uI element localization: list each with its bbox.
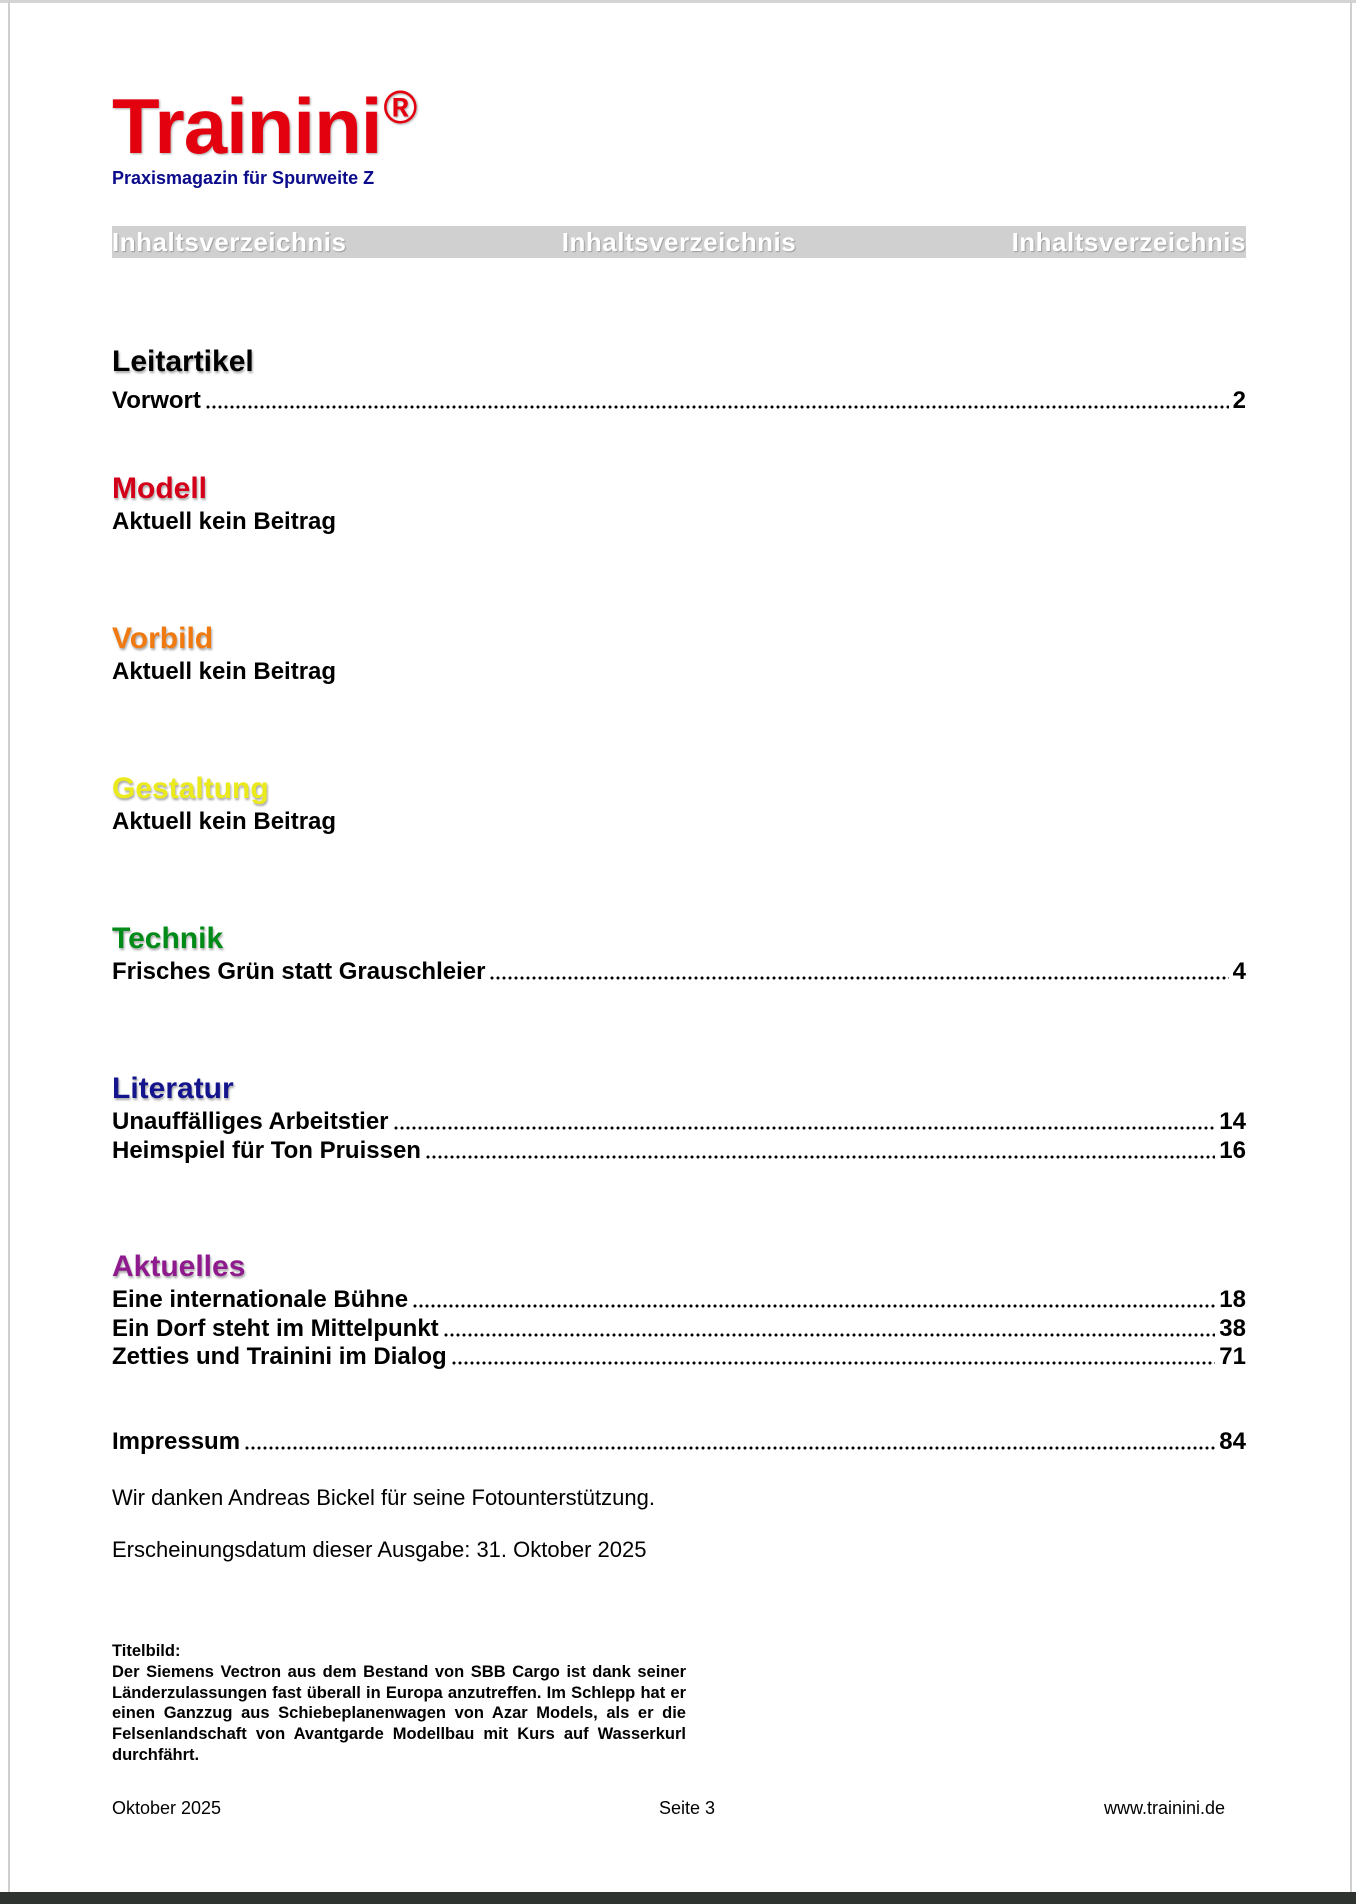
- publication-date: Erscheinungsdatum dieser Ausgabe: 31. Oktober 2025: [112, 1537, 647, 1562]
- no-article-gestaltung: Aktuell kein Beitrag: [112, 808, 337, 835]
- section-heading-vorbild: Vorbild: [112, 622, 214, 655]
- caption-label: Titelbild:: [112, 1642, 181, 1660]
- toc-entry-page: 16: [1219, 1137, 1246, 1164]
- dot-leader: [489, 976, 1228, 980]
- dot-leader: [443, 1333, 1216, 1337]
- dot-leader: [425, 1155, 1215, 1159]
- toc-entry-title: Ein Dorf steht im Mittelpunkt: [112, 1315, 439, 1342]
- toc-entry-dorf[interactable]: [112, 1315, 1246, 1343]
- page-border-top: [0, 0, 1356, 3]
- footer-website-link[interactable]: www.trainini.de: [1104, 1798, 1226, 1818]
- toc-entry-page: 4: [1232, 958, 1246, 985]
- page-border-right: [1350, 0, 1352, 1892]
- photo-thanks-note: Wir danken Andreas Bickel für seine Fotounterstützung.: [112, 1485, 655, 1510]
- section-heading-modell: Modell: [112, 472, 207, 505]
- section-heading-aktuelles: Aktuelles: [112, 1250, 246, 1283]
- toc-entry-title: Unauffälliges Arbeitstier: [112, 1108, 389, 1135]
- toc-entry-impressum[interactable]: [112, 1428, 1246, 1456]
- toc-entry-title: Heimspiel für Ton Pruissen: [112, 1137, 421, 1164]
- dot-leader: [451, 1361, 1216, 1365]
- toc-entry-vorwort[interactable]: [112, 387, 1246, 415]
- toc-entry-frisches-gruen[interactable]: [112, 958, 1246, 986]
- section-heading-technik: Technik: [112, 922, 224, 955]
- cover-caption: [112, 1641, 686, 1766]
- no-article-vorbild: Aktuell kein Beitrag: [112, 658, 337, 685]
- toc-entry-page: 38: [1219, 1315, 1246, 1342]
- contents-banner: [112, 226, 1246, 258]
- section-heading-literatur: Literatur: [112, 1072, 234, 1105]
- toc-entry-page: 71: [1219, 1343, 1246, 1370]
- toc-entry-title: Frisches Grün statt Grauschleier: [112, 958, 486, 985]
- logo-name: Trainini: [112, 82, 382, 170]
- toc-entry-zetties[interactable]: [112, 1343, 1246, 1371]
- banner-word-left: Inhaltsverzeichnis: [112, 226, 347, 257]
- toc-entry-title: Eine internationale Bühne: [112, 1286, 409, 1313]
- no-article-modell: Aktuell kein Beitrag: [112, 508, 337, 535]
- toc-entry-page: 84: [1219, 1428, 1246, 1455]
- dot-leader: [412, 1304, 1215, 1308]
- magazine-subtitle: Praxismagazin für Spurweite Z: [112, 168, 375, 188]
- registered-mark: ®: [383, 81, 418, 133]
- viewer-bottom-bar: [0, 1892, 1356, 1904]
- banner-word-center: Inhaltsverzeichnis: [561, 226, 797, 257]
- trainini-logo: [112, 81, 418, 170]
- section-heading-leitartikel: Leitartikel: [112, 345, 254, 378]
- toc-entry-buehne[interactable]: [112, 1286, 1246, 1314]
- toc-entry-page: 2: [1232, 387, 1246, 414]
- dot-leader: [244, 1446, 1215, 1450]
- section-heading-gestaltung: Gestaltung: [112, 772, 269, 805]
- toc-entry-heimspiel[interactable]: [112, 1137, 1246, 1165]
- caption-text: Der Siemens Vectron aus dem Bestand von SBB Cargo ist dank seiner Länderzulassungen fast überall in Europa anzutreffen. Im Schlepp hat er einen Ganzzug aus Schiebeplanenwagen von Azar Models, als er die Felsenlandschaft von Avantgarde Modellbau mit Kurs auf Wasserkurl durchfährt.: [112, 1662, 686, 1764]
- footer-page-number: Seite 3: [659, 1798, 716, 1818]
- toc-entry-page: 18: [1219, 1286, 1246, 1313]
- toc-entry-arbeitstier[interactable]: [112, 1108, 1246, 1136]
- page-border-left: [8, 0, 10, 1892]
- toc-entry-page: 14: [1219, 1108, 1246, 1135]
- dot-leader: [393, 1126, 1216, 1130]
- toc-entry-title: Vorwort: [112, 387, 201, 414]
- banner-word-right: Inhaltsverzeichnis: [1011, 226, 1246, 257]
- footer-month: Oktober 2025: [112, 1798, 222, 1818]
- toc-entry-title: Impressum: [112, 1428, 241, 1455]
- toc-entry-title: Zetties und Trainini im Dialog: [112, 1343, 447, 1370]
- dot-leader: [205, 405, 1229, 409]
